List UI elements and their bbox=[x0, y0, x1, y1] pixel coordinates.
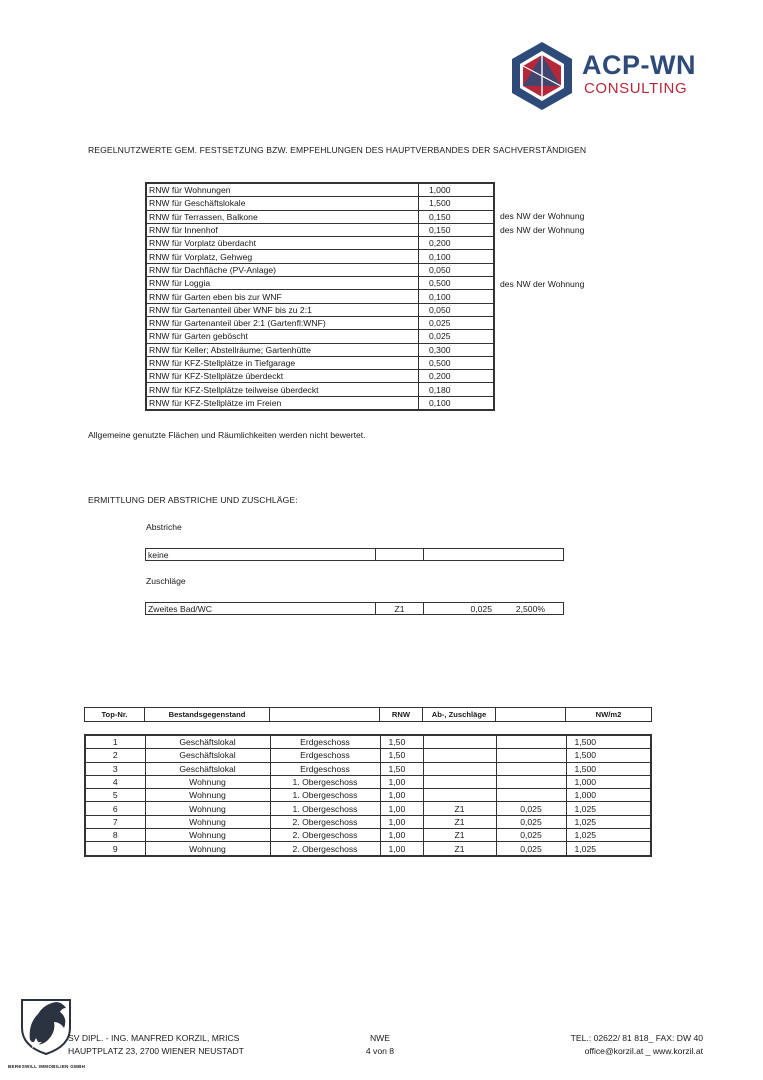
nw-cell: 1,000 bbox=[566, 789, 651, 802]
rnw-value: 0,200 bbox=[419, 370, 494, 383]
section-title-regelnutzwerte: REGELNUTZWERTE GEM. FESTSETZUNG BZW. EMPFEHLUNGEN DES HAUPTVERBANDES DER SACHVERSTÄNDIGEN bbox=[88, 145, 587, 155]
footer-page-number: 4 von 8 bbox=[365, 1046, 395, 1056]
nw-cell: 1,025 bbox=[566, 842, 651, 856]
floor-cell: 1. Obergeschoss bbox=[270, 802, 380, 815]
general-note: Allgemeine genutzte Flächen und Räumlichkeiten werden nicht bewertet. bbox=[88, 430, 366, 440]
abstriche-box bbox=[145, 548, 564, 561]
rnw-note: des NW der Wohnung bbox=[500, 211, 585, 221]
main-table bbox=[84, 734, 652, 857]
type-cell: Geschäftslokal bbox=[145, 735, 270, 749]
nw-cell: 1,000 bbox=[566, 775, 651, 788]
table-row bbox=[85, 815, 651, 828]
rnw-value: 0,100 bbox=[419, 290, 494, 303]
rnw-note: des NW der Wohnung bbox=[500, 224, 585, 235]
zuschlag-code-cell bbox=[423, 775, 496, 788]
zuschlag-box bbox=[145, 602, 564, 615]
rnw-cell: 1,00 bbox=[380, 775, 423, 788]
table-row bbox=[85, 749, 651, 762]
adjustment-cell: 0,025 bbox=[496, 802, 566, 815]
footer-center bbox=[360, 1032, 400, 1058]
nw-cell: 1,025 bbox=[566, 802, 651, 815]
floor-cell: 2. Obergeschoss bbox=[270, 829, 380, 842]
top-nr-cell: 6 bbox=[85, 802, 145, 815]
type-cell: Wohnung bbox=[145, 829, 270, 842]
zuschlag-code: Z1 bbox=[376, 603, 424, 614]
rnw-row bbox=[146, 290, 494, 303]
footer-address: HAUPTPLATZ 23, 2700 WIENER NEUSTADT bbox=[68, 1046, 244, 1056]
rnw-value: 0,200 bbox=[419, 237, 494, 250]
rnw-label: RNW für Terrassen, Balkone bbox=[146, 210, 419, 223]
zuschlag-code-cell bbox=[423, 762, 496, 775]
hexagon-logo-icon bbox=[506, 40, 578, 112]
top-nr-cell: 7 bbox=[85, 815, 145, 828]
rnw-value: 0,500 bbox=[419, 356, 494, 369]
header-zuschlaege: Ab-, Zuschläge bbox=[423, 708, 496, 721]
footer-right bbox=[571, 1032, 703, 1058]
type-cell: Wohnung bbox=[145, 815, 270, 828]
rnw-cell: 1,00 bbox=[380, 789, 423, 802]
type-cell: Wohnung bbox=[145, 789, 270, 802]
zuschlag-code-cell bbox=[423, 749, 496, 762]
top-nr-cell: 3 bbox=[85, 762, 145, 775]
rnw-row bbox=[146, 396, 494, 410]
adjustment-cell bbox=[496, 775, 566, 788]
rnw-label: RNW für Gartenanteil über 2:1 (Gartenfl:WNF) bbox=[146, 316, 419, 329]
rnw-label: RNW für Innenhof bbox=[146, 223, 419, 236]
header-floor bbox=[270, 708, 380, 721]
abstriche-code-cell bbox=[376, 549, 424, 560]
table-row bbox=[85, 802, 651, 815]
footer-phone-fax: TEL.: 02622/ 81 818_ FAX: DW 40 bbox=[570, 1033, 703, 1043]
rnw-row bbox=[146, 263, 494, 276]
rnw-row bbox=[146, 316, 494, 329]
adjustment-cell: 0,025 bbox=[496, 842, 566, 856]
type-cell: Wohnung bbox=[145, 802, 270, 815]
logo-subtitle: CONSULTING bbox=[584, 80, 688, 97]
rnw-note: des NW der Wohnung bbox=[500, 278, 585, 289]
rnw-cell: 1,00 bbox=[380, 842, 423, 856]
header-bestandsgegenstand: Bestandsgegenstand bbox=[145, 708, 270, 721]
rnw-row bbox=[146, 303, 494, 316]
section-title-abstriche-zuschlaege: ERMITTLUNG DER ABSTRICHE UND ZUSCHLÄGE: bbox=[88, 495, 298, 505]
type-cell: Wohnung bbox=[145, 842, 270, 856]
rnw-label: RNW für Garten geböscht bbox=[146, 330, 419, 343]
adjustment-cell bbox=[496, 749, 566, 762]
rnw-value: 0,180 bbox=[419, 383, 494, 396]
logo-name: ACP-WN bbox=[582, 50, 696, 80]
rnw-row bbox=[146, 223, 494, 236]
rnw-label: RNW für KFZ-Stellplätze teilweise überdeckt bbox=[146, 383, 419, 396]
rnw-value: 1,500 bbox=[419, 197, 494, 210]
rnw-value: 0,150 bbox=[419, 210, 494, 223]
rnw-label: RNW für Wohnungen bbox=[146, 183, 419, 197]
rnw-value: 0,050 bbox=[419, 263, 494, 276]
zuschlag-code-cell: Z1 bbox=[423, 815, 496, 828]
rnw-label: RNW für Dachfläche (PV-Anlage) bbox=[146, 263, 419, 276]
rnw-row bbox=[146, 383, 494, 396]
adjustment-cell bbox=[496, 789, 566, 802]
rnw-cell: 1,50 bbox=[380, 762, 423, 775]
rnw-cell: 1,00 bbox=[380, 815, 423, 828]
nw-cell: 1,500 bbox=[566, 735, 651, 749]
rnw-row bbox=[146, 183, 494, 197]
footer-name: SV DIPL. - ING. MANFRED KORZIL, MRICS bbox=[68, 1033, 240, 1043]
nw-cell: 1,500 bbox=[566, 749, 651, 762]
rnw-value: 0,025 bbox=[419, 330, 494, 343]
floor-cell: 1. Obergeschoss bbox=[270, 789, 380, 802]
adjustment-cell bbox=[496, 762, 566, 775]
rnw-value: 0,050 bbox=[419, 303, 494, 316]
header-nw-m2: NW/m2 bbox=[595, 710, 622, 719]
rnw-table bbox=[145, 182, 495, 411]
rnw-row bbox=[146, 250, 494, 263]
horse-shield-icon bbox=[16, 994, 76, 1056]
rnw-row bbox=[146, 330, 494, 343]
rnw-value: 0,100 bbox=[419, 250, 494, 263]
top-nr-cell: 4 bbox=[85, 775, 145, 788]
floor-cell: 2. Obergeschoss bbox=[270, 815, 380, 828]
zuschlag-code-cell bbox=[423, 735, 496, 749]
nw-cell: 1,500 bbox=[566, 762, 651, 775]
table-row bbox=[85, 829, 651, 842]
rnw-value: 0,100 bbox=[419, 396, 494, 410]
rnw-label: RNW für Loggia bbox=[146, 277, 419, 290]
rnw-label: RNW für Vorplatz überdacht bbox=[146, 237, 419, 250]
rnw-row bbox=[146, 277, 494, 290]
rnw-value: 0,500 bbox=[419, 277, 494, 290]
rnw-value: 0,025 bbox=[419, 316, 494, 329]
header-rnw: RNW bbox=[380, 708, 423, 721]
abstriche-label: Abstriche bbox=[146, 522, 182, 532]
footer-logo-caption: BERESWILL IMMOBILIEN GMBH bbox=[8, 1064, 86, 1069]
rnw-row bbox=[146, 210, 494, 223]
floor-cell: 2. Obergeschoss bbox=[270, 842, 380, 856]
table-row bbox=[85, 735, 651, 749]
rnw-cell: 1,00 bbox=[380, 802, 423, 815]
rnw-label: RNW für Gartenanteil über WNF bis zu 2:1 bbox=[146, 303, 419, 316]
adjustment-cell: 0,025 bbox=[496, 829, 566, 842]
rnw-row bbox=[146, 356, 494, 369]
zuschlag-code-cell: Z1 bbox=[423, 802, 496, 815]
top-nr-cell: 2 bbox=[85, 749, 145, 762]
table-row bbox=[85, 762, 651, 775]
zuschlag-code-cell: Z1 bbox=[423, 829, 496, 842]
rnw-cell: 1,00 bbox=[380, 829, 423, 842]
rnw-row bbox=[146, 343, 494, 356]
table-row bbox=[85, 775, 651, 788]
top-nr-cell: 5 bbox=[85, 789, 145, 802]
floor-cell: Erdgeschoss bbox=[270, 749, 380, 762]
top-nr-cell: 9 bbox=[85, 842, 145, 856]
nw-cell: 1,025 bbox=[566, 815, 651, 828]
rnw-value: 0,150 bbox=[419, 223, 494, 236]
rnw-cell: 1,50 bbox=[380, 749, 423, 762]
floor-cell: Erdgeschoss bbox=[270, 762, 380, 775]
company-logo bbox=[506, 40, 706, 112]
rnw-label: RNW für KFZ-Stellplätze in Tiefgarage bbox=[146, 356, 419, 369]
abstriche-value-cell bbox=[424, 549, 563, 560]
abstriche-value: keine bbox=[146, 549, 376, 560]
main-table-header bbox=[84, 707, 652, 722]
type-cell: Geschäftslokal bbox=[145, 749, 270, 762]
footer-email-web[interactable]: office@korzil.at _ www.korzil.at bbox=[584, 1046, 703, 1056]
floor-cell: Erdgeschoss bbox=[270, 735, 380, 749]
type-cell: Wohnung bbox=[145, 775, 270, 788]
header-top-nr: Top-Nr. bbox=[85, 708, 145, 721]
rnw-label: RNW für Vorplatz, Gehweg bbox=[146, 250, 419, 263]
rnw-row bbox=[146, 197, 494, 210]
rnw-label: RNW für Garten eben bis zur WNF bbox=[146, 290, 419, 303]
type-cell: Geschäftslokal bbox=[145, 762, 270, 775]
adjustment-cell bbox=[496, 735, 566, 749]
floor-cell: 1. Obergeschoss bbox=[270, 775, 380, 788]
footer-left bbox=[68, 1032, 244, 1058]
rnw-value: 0,300 bbox=[419, 343, 494, 356]
table-row bbox=[85, 789, 651, 802]
table-row bbox=[85, 842, 651, 856]
zuschlag-code-cell: Z1 bbox=[423, 842, 496, 856]
rnw-row bbox=[146, 370, 494, 383]
adjustment-cell: 0,025 bbox=[496, 815, 566, 828]
zuschlag-code-cell bbox=[423, 789, 496, 802]
rnw-row bbox=[146, 237, 494, 250]
top-nr-cell: 8 bbox=[85, 829, 145, 842]
header-adjustment bbox=[496, 708, 566, 721]
rnw-label: RNW für Keller; Abstellräume; Gartenhütte bbox=[146, 343, 419, 356]
nw-cell: 1,025 bbox=[566, 829, 651, 842]
rnw-cell: 1,50 bbox=[380, 735, 423, 749]
zuschlag-percent: 2,500% bbox=[515, 603, 545, 614]
rnw-label: RNW für Geschäftslokale bbox=[146, 197, 419, 210]
rnw-label: RNW für KFZ-Stellplätze im Freien bbox=[146, 396, 419, 410]
zuschlag-value: 0,025 bbox=[470, 603, 492, 614]
footer-doc-code: NWE bbox=[369, 1033, 391, 1043]
top-nr-cell: 1 bbox=[85, 735, 145, 749]
rnw-label: RNW für KFZ-Stellplätze überdeckt bbox=[146, 370, 419, 383]
rnw-value: 1,000 bbox=[419, 183, 494, 197]
zuschlaege-label: Zuschläge bbox=[146, 576, 186, 586]
zuschlag-name: Zweites Bad/WC bbox=[146, 603, 376, 614]
